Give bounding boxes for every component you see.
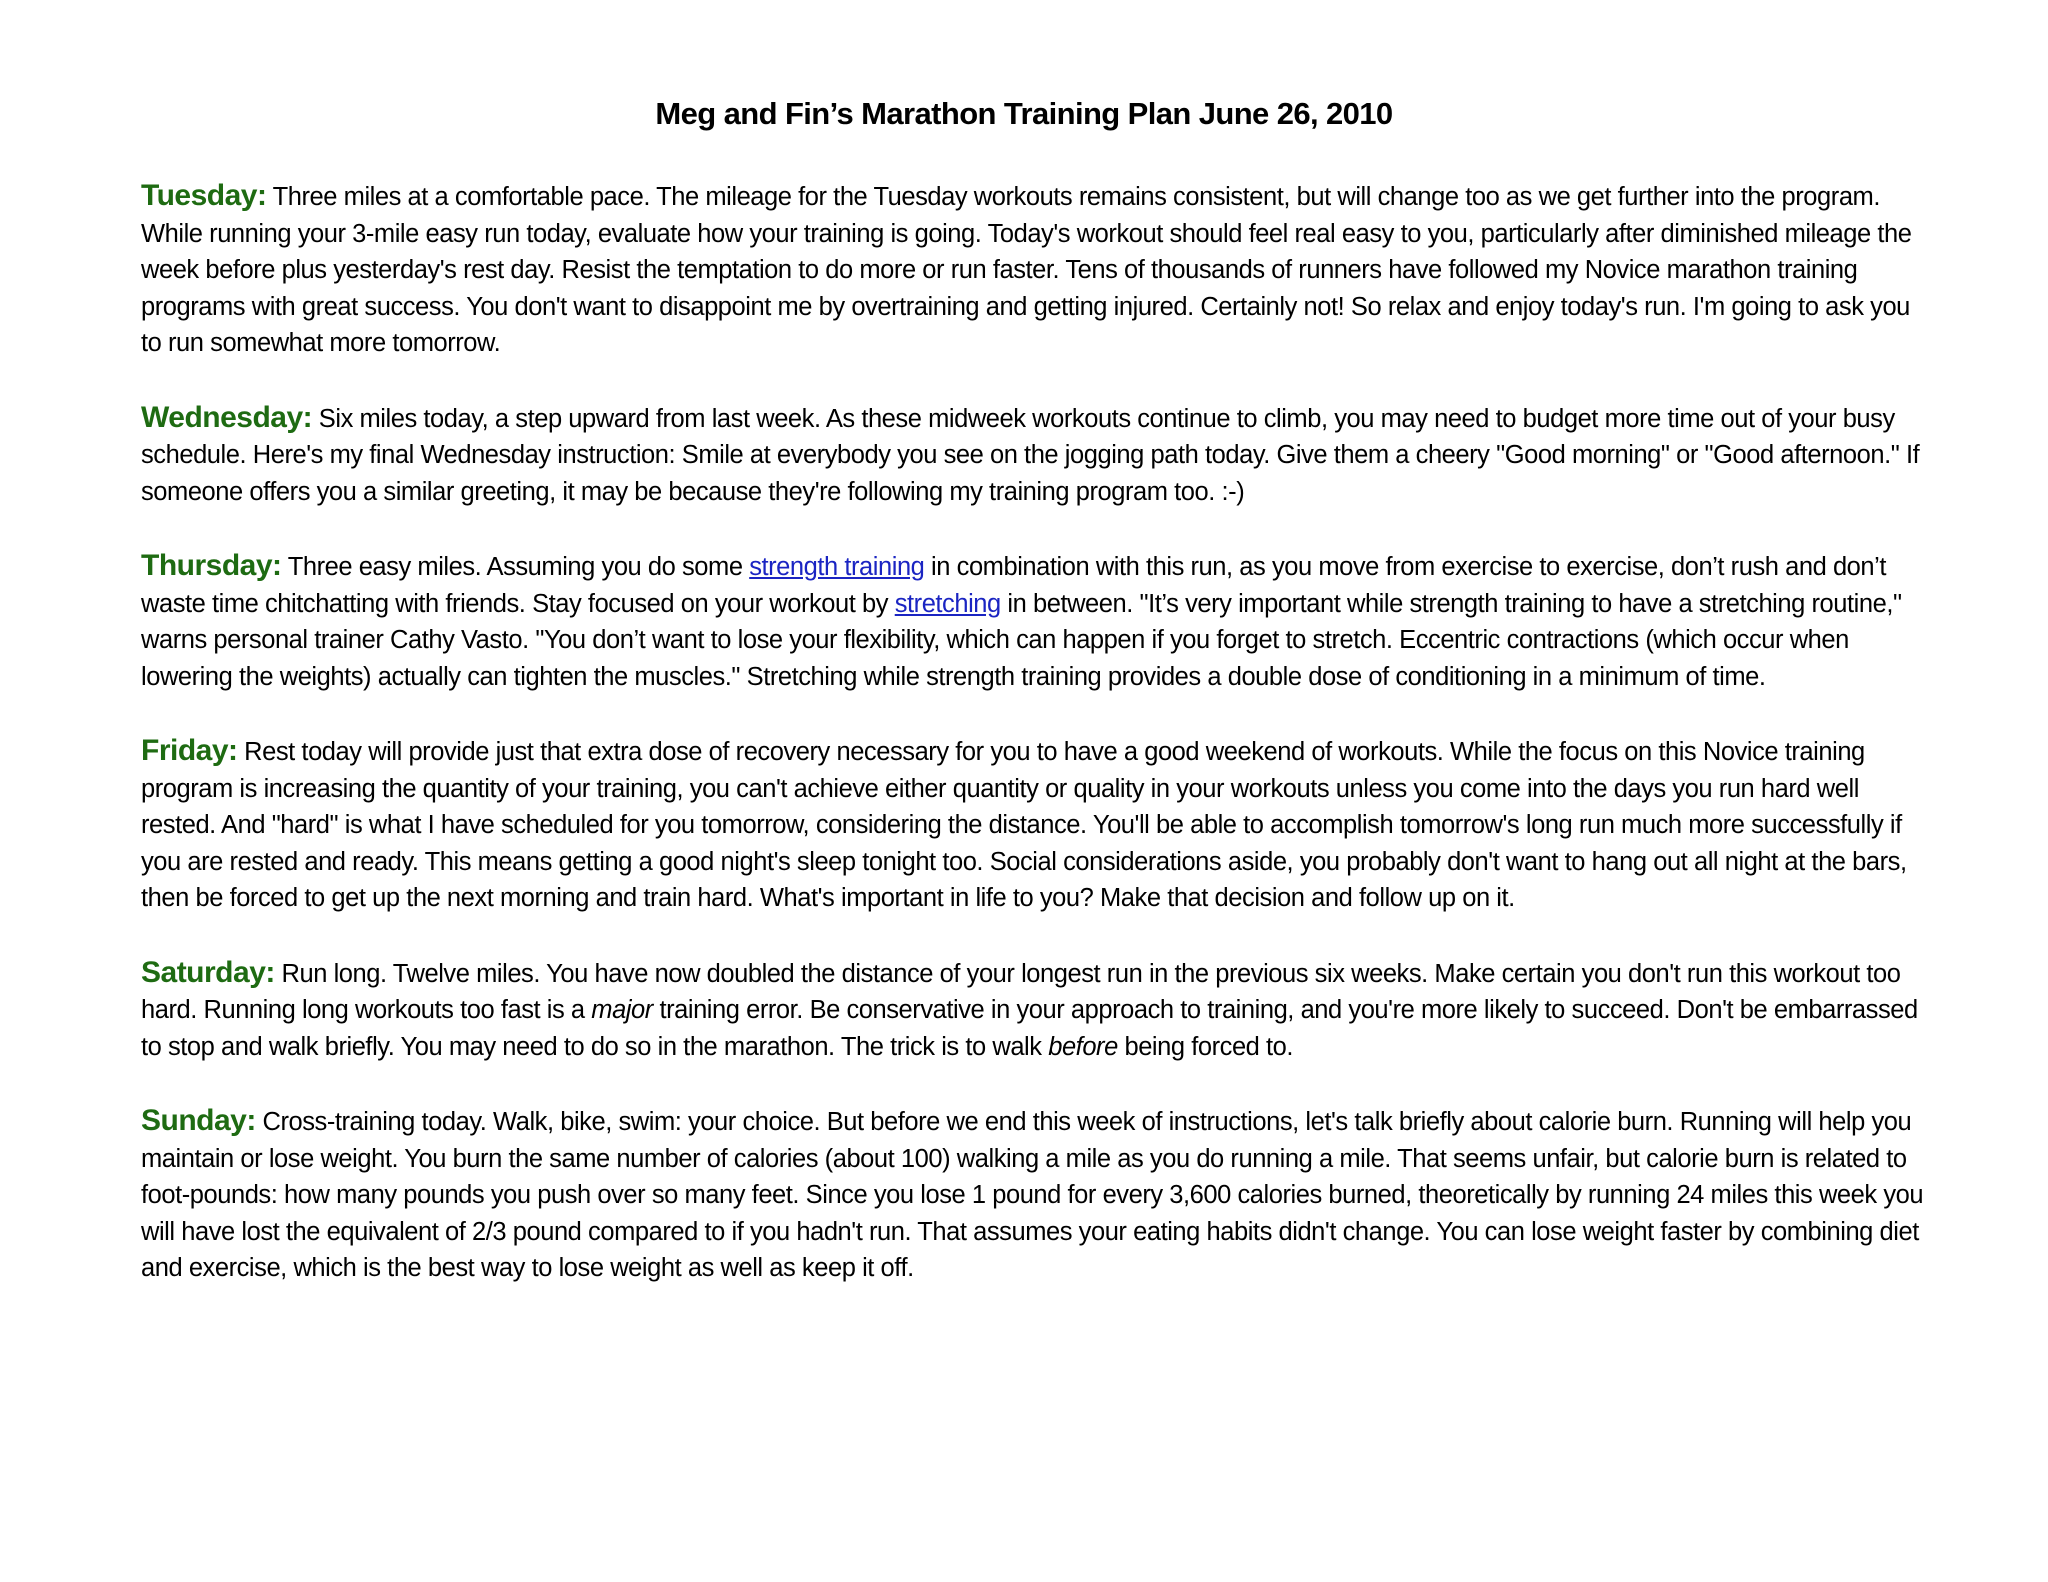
entry-friday	[141, 733, 1931, 917]
day-heading-wednesday: Wednesday:	[141, 400, 313, 434]
entry-wednesday	[141, 400, 1931, 511]
entry-sunday	[141, 1103, 1931, 1287]
day-heading-sunday: Sunday:	[141, 1104, 256, 1137]
stretching-link[interactable]: stretching	[894, 589, 1001, 618]
entry-text-sunday: Cross-training today. Walk, bike, swim: your choice. But before we end this week of instructions, let's talk briefly about calorie burn. Running will help you maintain or lose weight. You burn the same number of calories (about 100) walking a mile as you do running a mile. That seems unfair, but calorie burn is related to foot-pounds: how many pounds you push over so many feet. Since you lose 1 pound for every 3,600 calories burned, theoretically by running 24 miles this week you will have lost the equivalent of 2/3 pound compared to if you hadn't run. That assumes your eating habits didn't change. You can lose weight faster by combining diet and exercise, which is the best way to lose weight as well as keep it off.	[141, 1108, 1924, 1282]
entry-thursday	[141, 548, 1931, 695]
day-heading-tuesday: Tuesday:	[141, 179, 267, 212]
day-heading-thursday: Thursday:	[141, 549, 282, 582]
entry-text-wednesday: Six miles today, a step upward from last week. As these midweek workouts continue to climb, you may need to budget more time out of your busy schedule. Here's my final Wednesday instruction: Smile at everybody you see on the jogging path today. Give them a cheery "Good morning" or "Good afternoon." If someone offers you a similar greeting, it may be because they're following my training program too. :-)	[141, 404, 1920, 506]
strength-training-link[interactable]: strength training	[749, 553, 925, 581]
entry-text-thursday-part-1: Three easy miles. Assuming you do some	[281, 553, 750, 581]
entry-text-thursday-part-2: in combination with this run, as you move from exercise to exercise, don’t rush and don’t waste time chitchatting with friends. Stay focused on your workout by	[141, 553, 1886, 618]
page-title: Meg and Fin’s Marathon Training Plan June 26, 2010	[655, 96, 1393, 131]
entry-text-friday: Rest today will provide just that extra dose of recovery necessary for you to have a good weekend of workouts. While the focus on this Novice training program is increasing the quantity of your training, you can't achieve either quantity or quality in your workouts unless you come into the days you run hard well rested. And "hard" is what I have scheduled for you tomorrow, considering the distance. You'll be able to accomplish tomorrow's long run much more successfully if you are rested and ready. This means getting a good night's sleep tonight too. Social considerations aside, you probably don't want to hang out all night at the bars, then be forced to get up the next morning and train hard. What's important in life to you? Make that decision and follow up on it.	[141, 738, 1907, 912]
entry-text-saturday-part-2: training error. Be conservative in your approach to training, and you're more likely to succeed. Don't be embarrassed to stop and walk briefly. You may need to do so in the marathon. The trick is to walk	[141, 996, 1918, 1061]
entry-text-saturday-part-3: being forced to.	[1117, 1032, 1294, 1061]
entry-text-saturday-part-1: Run long. Twelve miles. You have now doubled the distance of your longest run in the previous six weeks. Make certain you don't run this workout too hard. Running long workouts too fast is a	[141, 959, 1901, 1024]
day-heading-saturday: Saturday:	[141, 955, 275, 989]
training-plan-body	[141, 178, 1931, 1325]
emphasis-before: before	[1048, 1032, 1118, 1061]
entry-tuesday	[141, 178, 1931, 362]
entry-saturday	[141, 955, 1931, 1066]
emphasis-major: major	[591, 996, 653, 1024]
entry-text-tuesday: Three miles at a comfortable pace. The mileage for the Tuesday workouts remains consistent, but will change too as we get further into the program. While running your 3-mile easy run today, evaluate how your training is going. Today's workout should feel real easy to you, particularly after diminished mileage the week before plus yesterday's rest day. Resist the temptation to do more or run faster. Tens of thousands of runners have followed my Novice marathon training programs with great success. You don't want to disappoint me by overtraining and getting injured. Certainly not! So relax and enjoy today's run. I'm going to ask you to run somewhat more tomorrow.	[141, 183, 1912, 357]
day-heading-friday: Friday:	[141, 734, 238, 767]
entry-text-thursday-part-3: in between. "It’s very important while strength training to have a stretching routine," warns personal trainer Cathy Vasto. "You don’t want to lose your flexibility, which can happen if you forget to stretch. Eccentric contractions (which occur when lowering the weights) actually can tighten the muscles." Stretching while strength training provides a double dose of conditioning in a minimum of time.	[141, 589, 1902, 691]
